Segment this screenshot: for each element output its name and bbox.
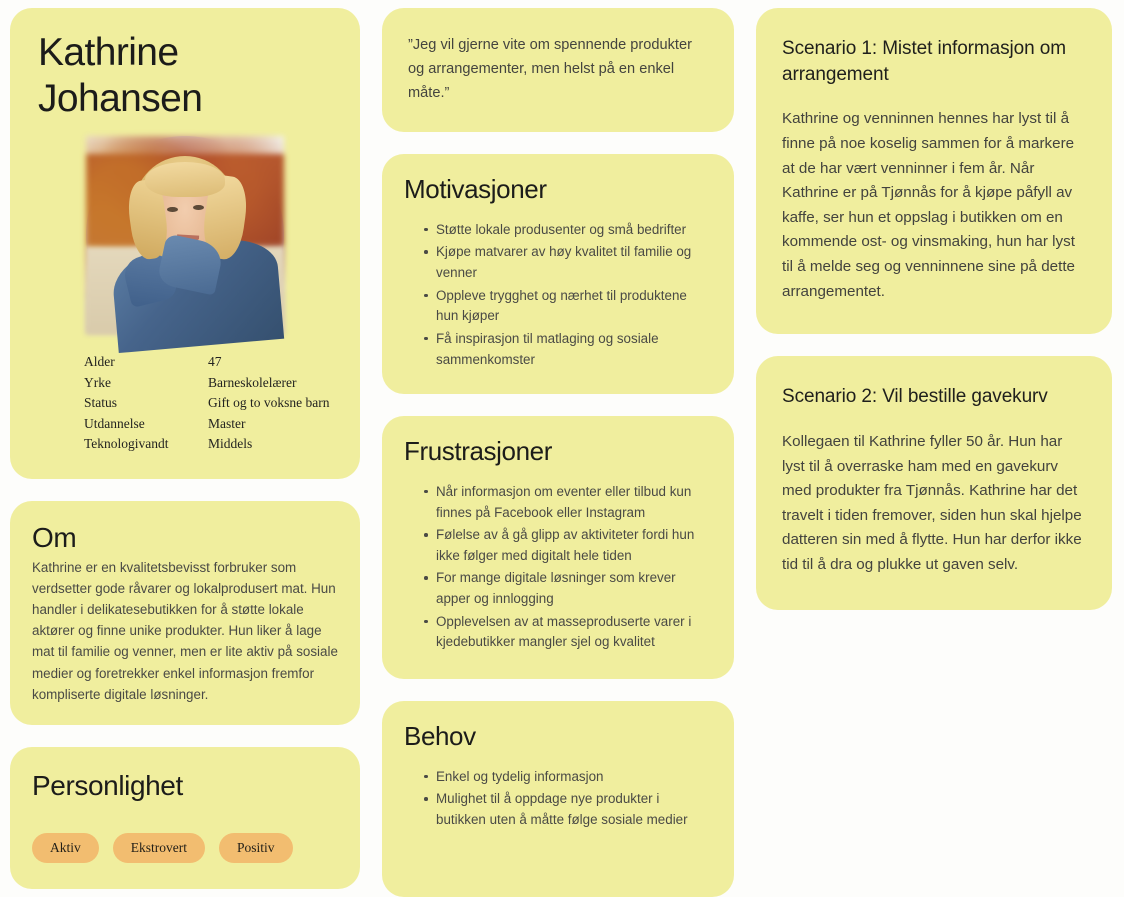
frustrasjoner-list: [410, 482, 712, 653]
personlighet-tags: [32, 833, 338, 863]
detail-value: Gift og to voksne barn: [208, 395, 330, 411]
detail-label: Status: [84, 395, 118, 411]
behov-list: [410, 767, 712, 831]
scenario-1-title: Scenario 1: Mistet informasjon om arrangement: [782, 38, 1066, 85]
list-item: Få inspirasjon til matlaging og sosiale sammenkomster: [424, 329, 712, 370]
table-row: [84, 373, 329, 394]
list-item: Opplevelsen av at masseproduserte varer i kjedebutikker mangler sjel og kvalitet: [424, 612, 712, 653]
profile-details-table: [84, 352, 329, 455]
frustrasjoner-title: Frustrasjoner: [404, 436, 552, 467]
hair-fringe-shape: [145, 162, 224, 198]
detail-value: Barneskolelærer: [208, 374, 297, 390]
list-item: Enkel og tydelig informasjon: [424, 767, 712, 788]
personlighet-title: Personlighet: [32, 769, 183, 801]
behov-card: [382, 701, 734, 897]
motivasjoner-title: Motivasjoner: [404, 174, 547, 204]
detail-value: 47: [208, 354, 222, 370]
list-item: Kjøpe matvarer av høy kvalitet til familie og venner: [424, 242, 712, 283]
scenario-1-text: Kathrine og venninnen hennes har lyst til å finne på noe koselig sammen for å markere at de har vært venninner i fem år. Når Kathrine er på Tjønnås for å kjøpe påfyll av kaffe, ser hun et oppslag i butikken om en kommende ost- og vinsmaking, hun har lyst til å melde seg og venninnene sine på dette arrangementet.: [782, 110, 1075, 300]
avatar: [86, 136, 284, 334]
profile-card: [10, 8, 360, 479]
left-column: [10, 8, 360, 889]
om-text: Kathrine er en kvalitetsbevisst forbruker som verdsetter gode råvarer og lokalprodusert mat. Hun handler i delikatesebutikken for å støtte lokale aktører og finne unike produkter. Hun liker å lage mat til familie og venner, men er lite aktiv på sosiale medier og foretrekker enkel informasjon fremfor kompliserte digitale løsninger.: [32, 559, 338, 702]
scenario-2-text: Kollegaen til Kathrine fyller 50 år. Hun har lyst til å overraske ham med en gavekurv med produkter fra Tjønnås. Kathrine har det travelt i tiden fremover, siden hun skal hjelpe datteren sin med å flytte. Hun har derfor ikke tid til å dra og plukke ut gaven selv.: [782, 432, 1082, 574]
status-badge: Positiv: [219, 833, 293, 863]
detail-value: Middels: [208, 436, 253, 452]
detail-label: Teknologivandt: [84, 436, 169, 452]
quote-text: ”Jeg vil gjerne vite om spennende produkter og arrangementer, men helst på en enkel måte.”: [408, 37, 692, 101]
scenario-2-title: Scenario 2: Vil bestille gavekurv: [782, 386, 1048, 408]
status-badge: Ekstrovert: [113, 833, 205, 863]
quote-card: [382, 8, 734, 132]
right-column: [756, 8, 1112, 610]
profile-details: [84, 352, 340, 455]
frustrasjoner-card: [382, 416, 734, 679]
behov-title: Behov: [404, 721, 476, 752]
list-item: Mulighet til å oppdage nye produkter i butikken uten å måtte følge sosiale medier: [424, 789, 712, 830]
om-card: [10, 501, 360, 725]
table-row: [84, 434, 329, 455]
detail-label: Alder: [84, 354, 115, 370]
portrait-wrapper: [30, 136, 340, 334]
list-item: Oppleve trygghet og nærhet til produktene hun kjøper: [424, 286, 712, 327]
motivasjoner-list: [410, 220, 712, 370]
status-badge: Aktiv: [32, 833, 99, 863]
middle-column: [382, 8, 734, 897]
om-title: Om: [32, 521, 77, 553]
scenario-2-card: [756, 356, 1112, 609]
detail-label: Yrke: [84, 374, 111, 390]
list-item: For mange digitale løsninger som krever apper og innlogging: [424, 568, 712, 609]
detail-value: Master: [208, 415, 246, 431]
table-row: [84, 414, 329, 435]
page-title: Kathrine Johansen: [38, 31, 203, 121]
table-row: [84, 393, 329, 414]
list-item: Støtte lokale produsenter og små bedrifter: [424, 220, 712, 241]
table-row: [84, 352, 329, 373]
list-item: Følelse av å gå glipp av aktiviteter fordi hun ikke følger med digitalt hele tiden: [424, 525, 712, 566]
detail-label: Utdannelse: [84, 415, 145, 431]
list-item: Når informasjon om eventer eller tilbud kun finnes på Facebook eller Instagram: [424, 482, 712, 523]
personlighet-card: [10, 747, 360, 889]
scenario-1-card: [756, 8, 1112, 334]
motivasjoner-card: [382, 154, 734, 394]
